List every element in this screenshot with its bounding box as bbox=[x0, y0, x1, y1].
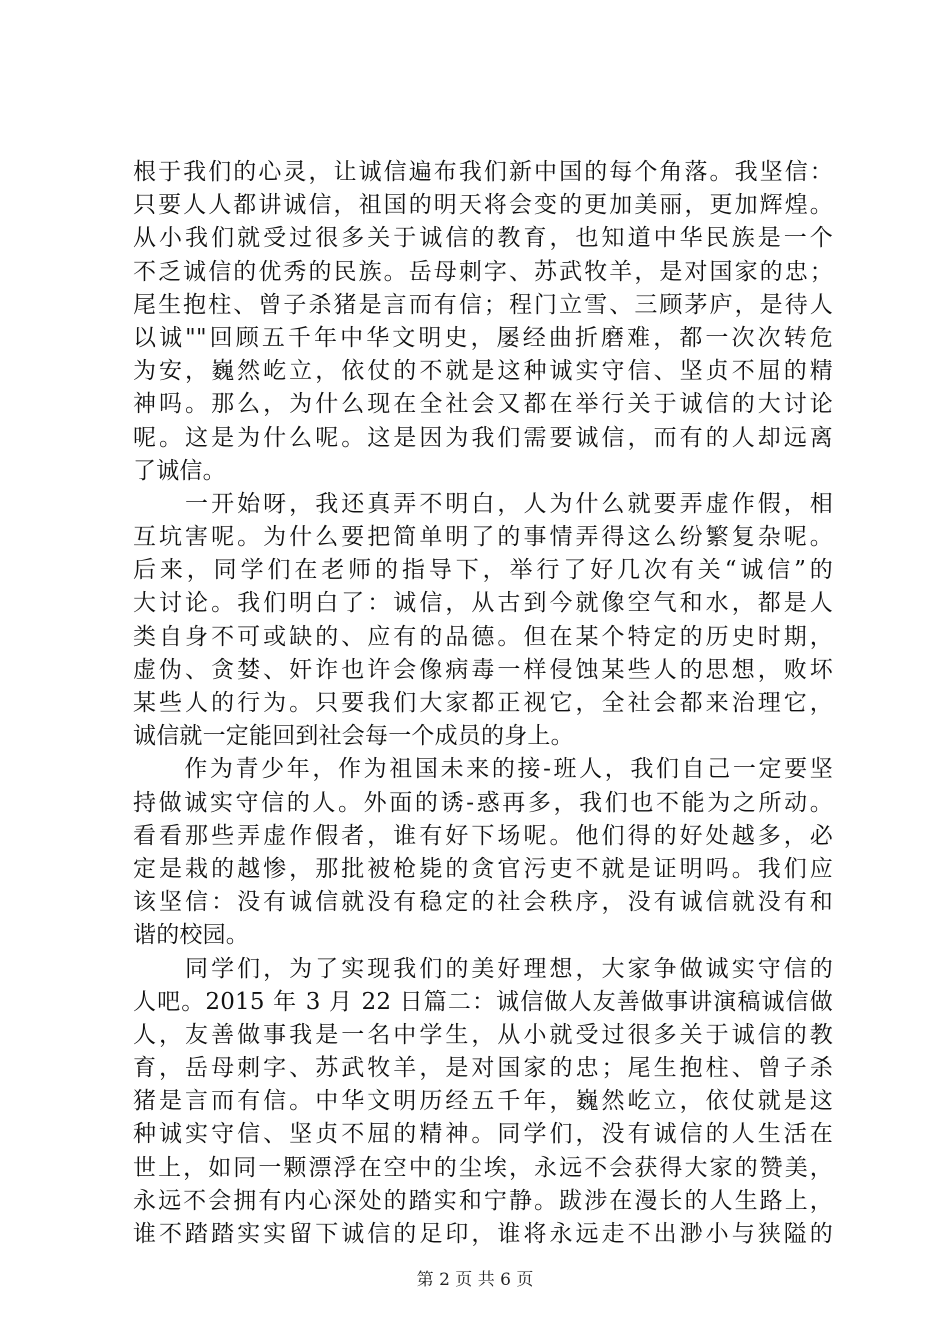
text-line: 持做诚实守信的人。外面的诱-惑再多，我们也不能为之所动。 bbox=[133, 789, 833, 816]
text-line: 类自身不可或缺的、应有的品德。但在某个特定的历史时期， bbox=[133, 623, 833, 650]
text-line: 为安，巍然屹立，依仗的不就是这种诚实守信、坚贞不屈的精 bbox=[133, 358, 833, 385]
text-line: 永远不会拥有内心深处的踏实和宁静。跋涉在漫长的人生路上， bbox=[133, 1187, 833, 1214]
text-line: 育，岳母刺字、苏武牧羊，是对国家的忠；尾生抱柱、曾子杀 bbox=[133, 1055, 833, 1082]
text-line: 从小我们就受过很多关于诚信的教育，也知道中华民族是一个 bbox=[133, 225, 833, 252]
text-line: 人吧。2015 年 3 月 22 日篇二：诚信做人友善做事讲演稿诚信做 bbox=[133, 988, 833, 1015]
text-line: 定是栽的越惨，那批被枪毙的贪官污吏不就是证明吗。我们应 bbox=[133, 855, 833, 882]
text-line: 某些人的行为。只要我们大家都正视它，全社会都来治理它， bbox=[133, 690, 833, 716]
page-footer: 第 2 页 共 6 页 bbox=[416, 1270, 534, 1290]
text-line: 世上，如同一颗漂浮在空中的尘埃，永远不会获得大家的赞美， bbox=[133, 1154, 833, 1181]
text-line: 看看那些弄虚作假者，谁有好下场呢。他们得的好处越多，必 bbox=[133, 822, 833, 849]
text-line: 后来，同学们在老师的指导下，举行了好几次有关“诚信”的 bbox=[133, 557, 833, 584]
text-line: 神吗。那么，为什么现在全社会又都在举行关于诚信的大讨论 bbox=[133, 391, 833, 418]
text-line: 了诚信。 bbox=[133, 457, 226, 484]
text-line: 虚伪、贪婪、奸诈也许会像病毒一样侵蚀某些人的思想，败坏 bbox=[133, 656, 833, 683]
text-line: 猪是言而有信。中华文明历经五千年，巍然屹立，依仗就是这 bbox=[133, 1088, 833, 1115]
text-line: 尾生抱柱、曾子杀猪是言而有信；程门立雪、三顾茅庐，是待人 bbox=[133, 291, 833, 318]
text-line: 只要人人都讲诚信，祖国的明天将会变的更加美丽，更加辉煌。 bbox=[133, 192, 833, 219]
text-line: 以诚""回顾五千年中华文明史，屡经曲折磨难，都一次次转危 bbox=[133, 324, 833, 351]
text-line: 同学们，为了实现我们的美好理想，大家争做诚实守信的 bbox=[133, 955, 833, 982]
text-line: 不乏诚信的优秀的民族。岳母刺字、苏武牧羊，是对国家的忠； bbox=[133, 258, 833, 285]
text-line: 种诚实守信、坚贞不屈的精神。同学们，没有诚信的人生活在 bbox=[133, 1121, 833, 1148]
body-text bbox=[133, 156, 833, 1251]
text-line: 大讨论。我们明白了：诚信，从古到今就像空气和水，都是人 bbox=[133, 590, 833, 617]
text-line: 一开始呀，我还真弄不明白，人为什么就要弄虚作假，相 bbox=[133, 490, 833, 517]
text-line: 人，友善做事我是一名中学生，从小就受过很多关于诚信的教 bbox=[133, 1021, 833, 1048]
text-line: 该坚信：没有诚信就没有稳定的社会秩序，没有诚信就没有和 bbox=[133, 889, 833, 916]
text-line: 互坑害呢。为什么要把简单明了的事情弄得这么纷繁复杂呢。 bbox=[133, 524, 833, 551]
text-line: 谐的校园。 bbox=[133, 922, 249, 949]
text-line: 诚信就一定能回到社会每一个成员的身上。 bbox=[133, 723, 574, 750]
text-line: 根于我们的心灵，让诚信遍布我们新中国的每个角落。我坚信： bbox=[133, 159, 833, 185]
text-line: 呢。这是为什么呢。这是因为我们需要诚信，而有的人却远离 bbox=[133, 424, 833, 451]
text-line: 谁不踏踏实实留下诚信的足印，谁将永远走不出渺小与狭隘的 bbox=[133, 1221, 833, 1247]
text-line: 作为青少年，作为祖国未来的接-班人，我们自己一定要坚 bbox=[133, 756, 833, 783]
